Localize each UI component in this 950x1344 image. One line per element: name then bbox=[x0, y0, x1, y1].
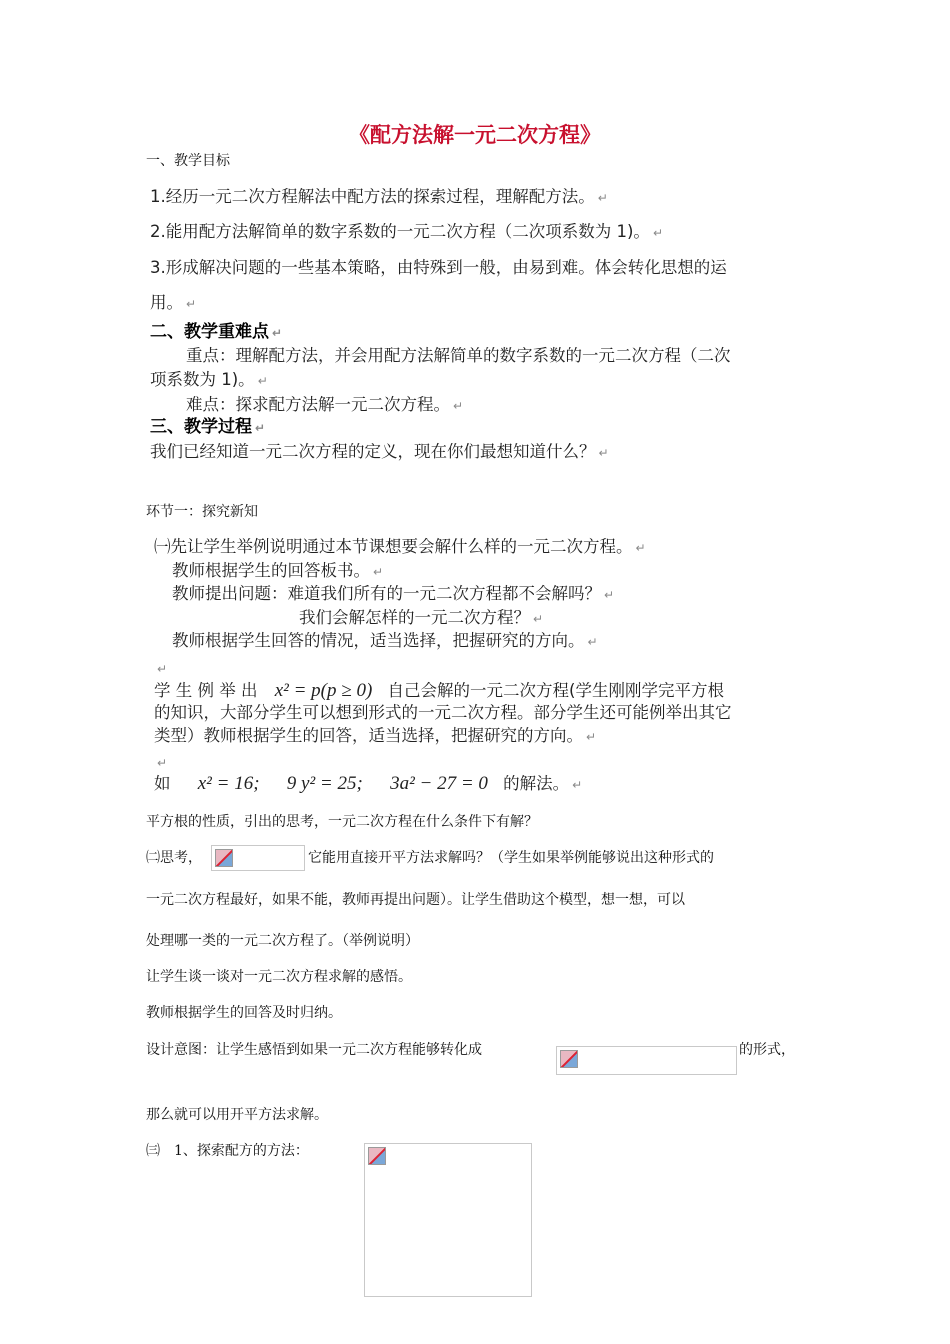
broken-image-placeholder bbox=[211, 845, 305, 871]
summary-line: 教师根据学生的回答及时归纳。 bbox=[146, 1005, 342, 1021]
paragraph-mark-icon: ↵ bbox=[598, 446, 609, 460]
formula-example-2: 9 y² = 25; bbox=[286, 773, 363, 794]
think-line-1-pre: ㈡思考， bbox=[146, 850, 202, 866]
examples-line: 如 x² = 16; 9 y² = 25; 3a² − 27 = 0 的解法。 ↵ bbox=[154, 773, 583, 794]
broken-image-icon bbox=[368, 1147, 386, 1165]
key-point-line-1: 重点：理解配方法，并会用配方法解简单的数字系数的一元二次方程（二次 bbox=[186, 346, 731, 365]
formula-example-1: x² = 16; bbox=[197, 773, 260, 794]
section-3-heading: 三、教学过程 ↵ bbox=[150, 417, 266, 437]
link-1-p8: 类型）教师根据学生的回答，适当选择，把握研究的方向。 ↵ bbox=[154, 726, 597, 745]
paragraph-mark-icon: ↵ bbox=[373, 565, 384, 579]
section-3-intro: 我们已经知道一元二次方程的定义，现在你们最想知道什么？ ↵ bbox=[150, 442, 609, 461]
think-line-1-post: 它能用直接开平方法求解吗？（学生如果举例能够说出这种形式的 bbox=[308, 850, 714, 866]
key-point-line-2: 项系数为 1)。 ↵ bbox=[150, 370, 268, 389]
paragraph-mark-icon: ↵ bbox=[272, 326, 283, 340]
explore-line: ㈢ 1、探索配方的方法： bbox=[146, 1143, 309, 1159]
link-1-p6: 学 生 例 举 出 x² = p(p ≥ 0) 自己会解的一元二次方程(学生刚刚学完平方根 bbox=[154, 680, 724, 701]
then-line: 那么就可以用开平方法求解。 bbox=[146, 1107, 328, 1123]
paragraph-mark-icon: ↵ bbox=[533, 612, 544, 626]
link-1-p2: 教师根据学生的回答板书。 ↵ bbox=[172, 561, 384, 580]
link-1-p5: 教师根据学生回答的情况，适当选择，把握研究的方向。 ↵ bbox=[172, 631, 598, 650]
paragraph-mark-icon: ↵ bbox=[572, 778, 583, 792]
paragraph-mark-icon: ↵ bbox=[586, 730, 597, 744]
goal-item-3: 3.形成解决问题的一些基本策略，由特殊到一般，由易到难。体会转化思想的运 bbox=[150, 258, 727, 277]
paragraph-mark-icon: ↵ bbox=[453, 399, 464, 413]
goal-item-1: 1.经历一元二次方程解法中配方法的探索过程，理解配方法。 ↵ bbox=[150, 187, 608, 206]
link-1-p7: 的知识，大部分学生可以想到形式的一元二次方程。部分学生还可能例举出其它 bbox=[154, 703, 732, 722]
section-1-heading: 一、教学目标 bbox=[146, 153, 230, 169]
broken-image-icon bbox=[560, 1050, 578, 1068]
broken-image-placeholder bbox=[556, 1046, 737, 1075]
link-1-p3: 教师提出问题：难道我们所有的一元二次方程都不会解吗？ ↵ bbox=[172, 584, 615, 603]
section-2-heading: 二、教学重难点 ↵ bbox=[150, 322, 283, 342]
goal-item-2: 2.能用配方法解简单的数字系数的一元二次方程（二次项系数为 1)。 ↵ bbox=[150, 222, 663, 241]
question-line: 平方根的性质，引出的思考，一元二次方程在什么条件下有解？ bbox=[146, 814, 538, 830]
link-1-p1: ㈠先让学生举例说明通过本节课想要会解什么样的一元二次方程。 ↵ bbox=[154, 537, 646, 556]
broken-image-icon bbox=[215, 849, 233, 867]
paragraph-mark-icon: ↵ bbox=[652, 226, 663, 240]
design-line-post: 的形式， bbox=[739, 1042, 795, 1058]
document-title: 《配方法解一元二次方程》 bbox=[349, 123, 601, 147]
goal-item-3-cont: 用。 ↵ bbox=[150, 293, 197, 312]
link-1-heading: 环节一：探究新知 bbox=[146, 504, 258, 520]
paragraph-mark-icon: ↵ bbox=[255, 421, 266, 435]
paragraph-mark-icon: ↵ bbox=[157, 756, 168, 770]
paragraph-mark-icon: ↵ bbox=[635, 541, 646, 555]
formula-example-3: 3a² − 27 = 0 bbox=[390, 773, 488, 794]
formula-x-squared-equals-p: x² = p(p ≥ 0) bbox=[274, 680, 373, 701]
paragraph-mark-icon: ↵ bbox=[597, 191, 608, 205]
think-line-2: 一元二次方程最好，如果不能，教师再提出问题）。让学生借助这个模型，想一想，可以 bbox=[146, 892, 685, 908]
link-1-p4: 我们会解怎样的一元二次方程？ ↵ bbox=[299, 608, 544, 627]
paragraph-mark-icon: ↵ bbox=[587, 635, 598, 649]
difficulty-point: 难点：探求配方法解一元二次方程。 ↵ bbox=[186, 395, 464, 414]
paragraph-mark-icon: ↵ bbox=[604, 588, 615, 602]
broken-image-placeholder bbox=[364, 1143, 532, 1297]
talk-line: 让学生谈一谈对一元二次方程求解的感悟。 bbox=[146, 969, 412, 985]
paragraph-mark-icon: ↵ bbox=[257, 374, 268, 388]
think-line-3: 处理哪一类的一元二次方程了。（举例说明） bbox=[146, 933, 419, 949]
paragraph-mark-icon: ↵ bbox=[186, 297, 197, 311]
paragraph-mark-icon: ↵ bbox=[157, 662, 168, 676]
design-line-pre: 设计意图：让学生感悟到如果一元二次方程能够转化成 bbox=[146, 1042, 482, 1058]
